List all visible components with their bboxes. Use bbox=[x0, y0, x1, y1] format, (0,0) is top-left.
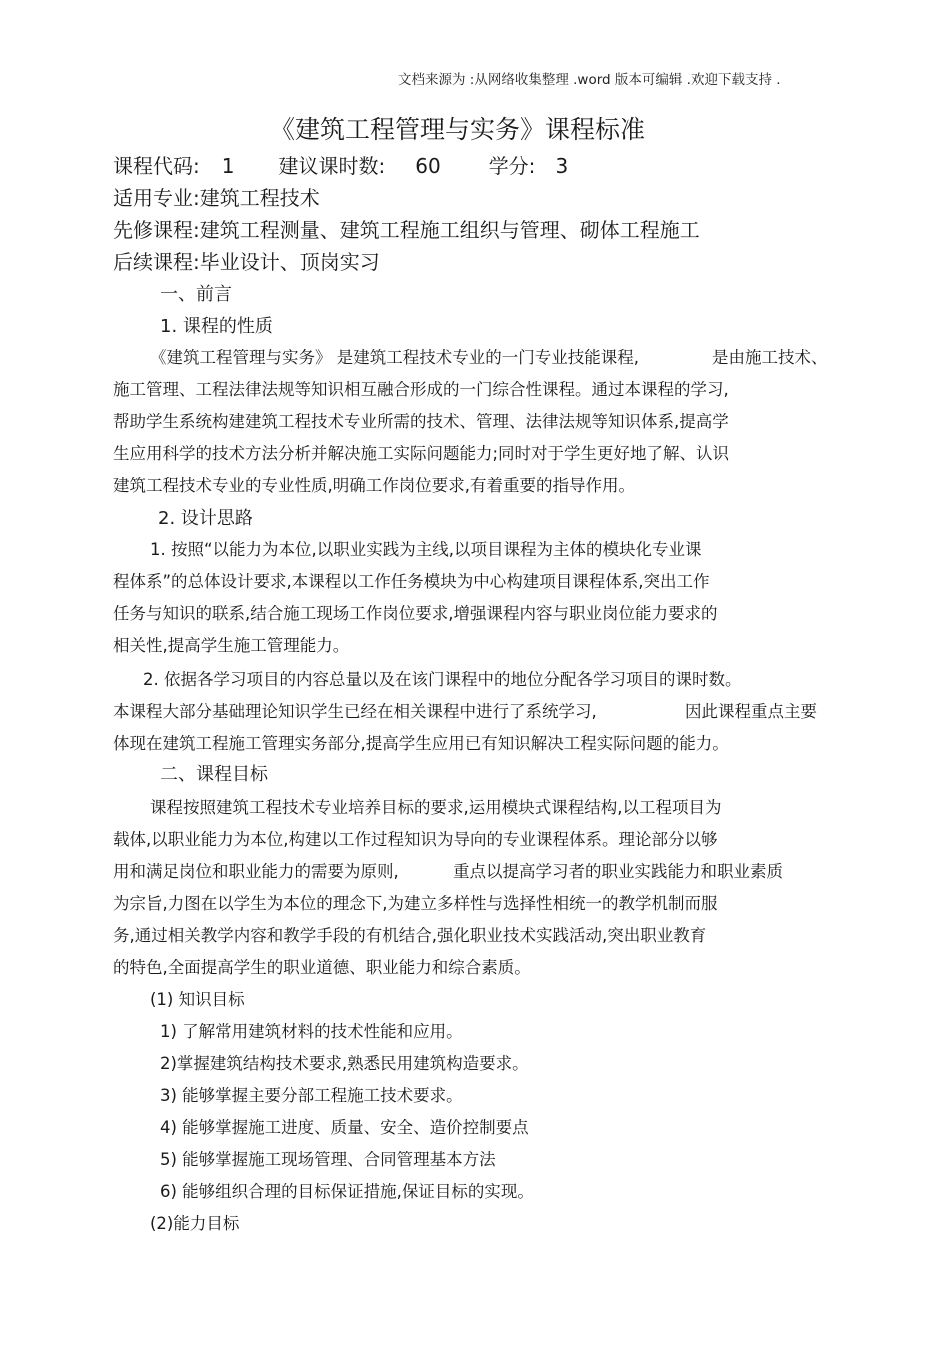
applicable-major: 适用专业:建筑工程技术 bbox=[113, 186, 320, 210]
course-code-value: 1 bbox=[221, 154, 235, 178]
knowledge-objectives-heading: (1) 知识目标 bbox=[150, 990, 245, 1009]
course-meta-line bbox=[113, 156, 568, 176]
page-header: 文档来源为 :从网络收集整理 .word 版本可编辑 .欢迎下载支持 . bbox=[398, 72, 781, 88]
paragraph-line: 生应用科学的技术方法分析并解决施工实际问题能力;同时对于学生更好地了解、认识 bbox=[113, 444, 730, 463]
document-title: 《建筑工程管理与实务》课程标准 bbox=[270, 115, 646, 144]
course-hours-value: 60 bbox=[415, 154, 441, 178]
paragraph-line: 建筑工程技术专业的专业性质,明确工作岗位要求,有着重要的指导作用。 bbox=[113, 476, 635, 495]
paragraph-line: 程体系”的总体设计要求,本课程以工作任务模块为中心构建项目课程体系,突出工作 bbox=[113, 572, 710, 591]
paragraph-line: 施工管理、工程法律法规等知识相互融合形成的一门综合性课程。通过本课程的学习, bbox=[113, 380, 729, 399]
ability-objectives-heading: (2)能力目标 bbox=[150, 1214, 240, 1233]
paragraph-line: 体现在建筑工程施工管理实务部分,提高学生应用已有知识解决工程实际问题的能力。 bbox=[113, 734, 729, 753]
subheading-design-idea: 2. 设计思路 bbox=[158, 508, 253, 529]
paragraph-line: 2. 依据各学习项目的内容总量以及在该门课程中的地位分配各学习项目的课时数。 bbox=[143, 670, 742, 689]
section-heading-course-objectives: 二、课程目标 bbox=[160, 764, 268, 785]
section-heading-preface: 一、前言 bbox=[160, 284, 232, 305]
paragraph-line: 的特色,全面提高学生的职业道德、职业能力和综合素质。 bbox=[113, 958, 531, 977]
list-item: 2)掌握建筑结构技术要求,熟悉民用建筑构造要求。 bbox=[160, 1054, 529, 1073]
paragraph-line: 为宗旨,力图在以学生为本位的理念下,为建立多样性与选择性相统一的教学机制而服 bbox=[113, 894, 718, 913]
paragraph-line: 相关性,提高学生施工管理能力。 bbox=[113, 636, 350, 655]
paragraph-line: 载体,以职业能力为本位,构建以工作过程知识为导向的专业课程体系。理论部分以够 bbox=[113, 830, 718, 849]
list-item: 3) 能够掌握主要分部工程施工技术要求。 bbox=[160, 1086, 463, 1105]
paragraph-line: 是由施工技术、 bbox=[712, 348, 828, 367]
paragraph-line: 本课程大部分基础理论知识学生已经在相关课程中进行了系统学习, bbox=[113, 702, 597, 721]
course-hours-label: 建议课时数: bbox=[278, 154, 386, 178]
course-credit-label: 学分: bbox=[488, 154, 536, 178]
course-code-label: 课程代码: bbox=[113, 154, 200, 178]
list-item: 5) 能够掌握施工现场管理、合同管理基本方法 bbox=[160, 1150, 496, 1169]
list-item: 4) 能够掌握施工进度、质量、安全、造价控制要点 bbox=[160, 1118, 529, 1137]
paragraph-line: 《建筑工程管理与实务》 是建筑工程技术专业的一门专业技能课程, bbox=[150, 348, 639, 367]
paragraph-line: 务,通过相关教学内容和教学手段的有机结合,强化职业技术实践活动,突出职业教育 bbox=[113, 926, 707, 945]
followup-courses: 后续课程:毕业设计、顶岗实习 bbox=[113, 250, 380, 274]
list-item: 1) 了解常用建筑材料的技术性能和应用。 bbox=[160, 1022, 463, 1041]
list-item: 6) 能够组织合理的目标保证措施,保证目标的实现。 bbox=[160, 1182, 534, 1201]
prerequisite-courses: 先修课程:建筑工程测量、建筑工程施工组织与管理、砌体工程施工 bbox=[113, 218, 700, 242]
paragraph-line: 1. 按照“以能力为本位,以职业实践为主线,以项目课程为主体的模块化专业课 bbox=[150, 540, 702, 559]
subheading-course-nature: 1. 课程的性质 bbox=[160, 316, 273, 337]
paragraph-line: 用和满足岗位和职业能力的需要为原则, bbox=[113, 862, 399, 881]
paragraph-line: 重点以提高学习者的职业实践能力和职业素质 bbox=[453, 862, 783, 881]
course-credit-value: 3 bbox=[555, 154, 569, 178]
paragraph-line: 因此课程重点主要 bbox=[685, 702, 817, 721]
paragraph-line: 课程按照建筑工程技术专业培养目标的要求,运用模块式课程结构,以工程项目为 bbox=[150, 798, 722, 817]
paragraph-line: 帮助学生系统构建建筑工程技术专业所需的技术、管理、法律法规等知识体系,提高学 bbox=[113, 412, 729, 431]
paragraph-line: 任务与知识的联系,结合施工现场工作岗位要求,增强课程内容与职业岗位能力要求的 bbox=[113, 604, 718, 623]
